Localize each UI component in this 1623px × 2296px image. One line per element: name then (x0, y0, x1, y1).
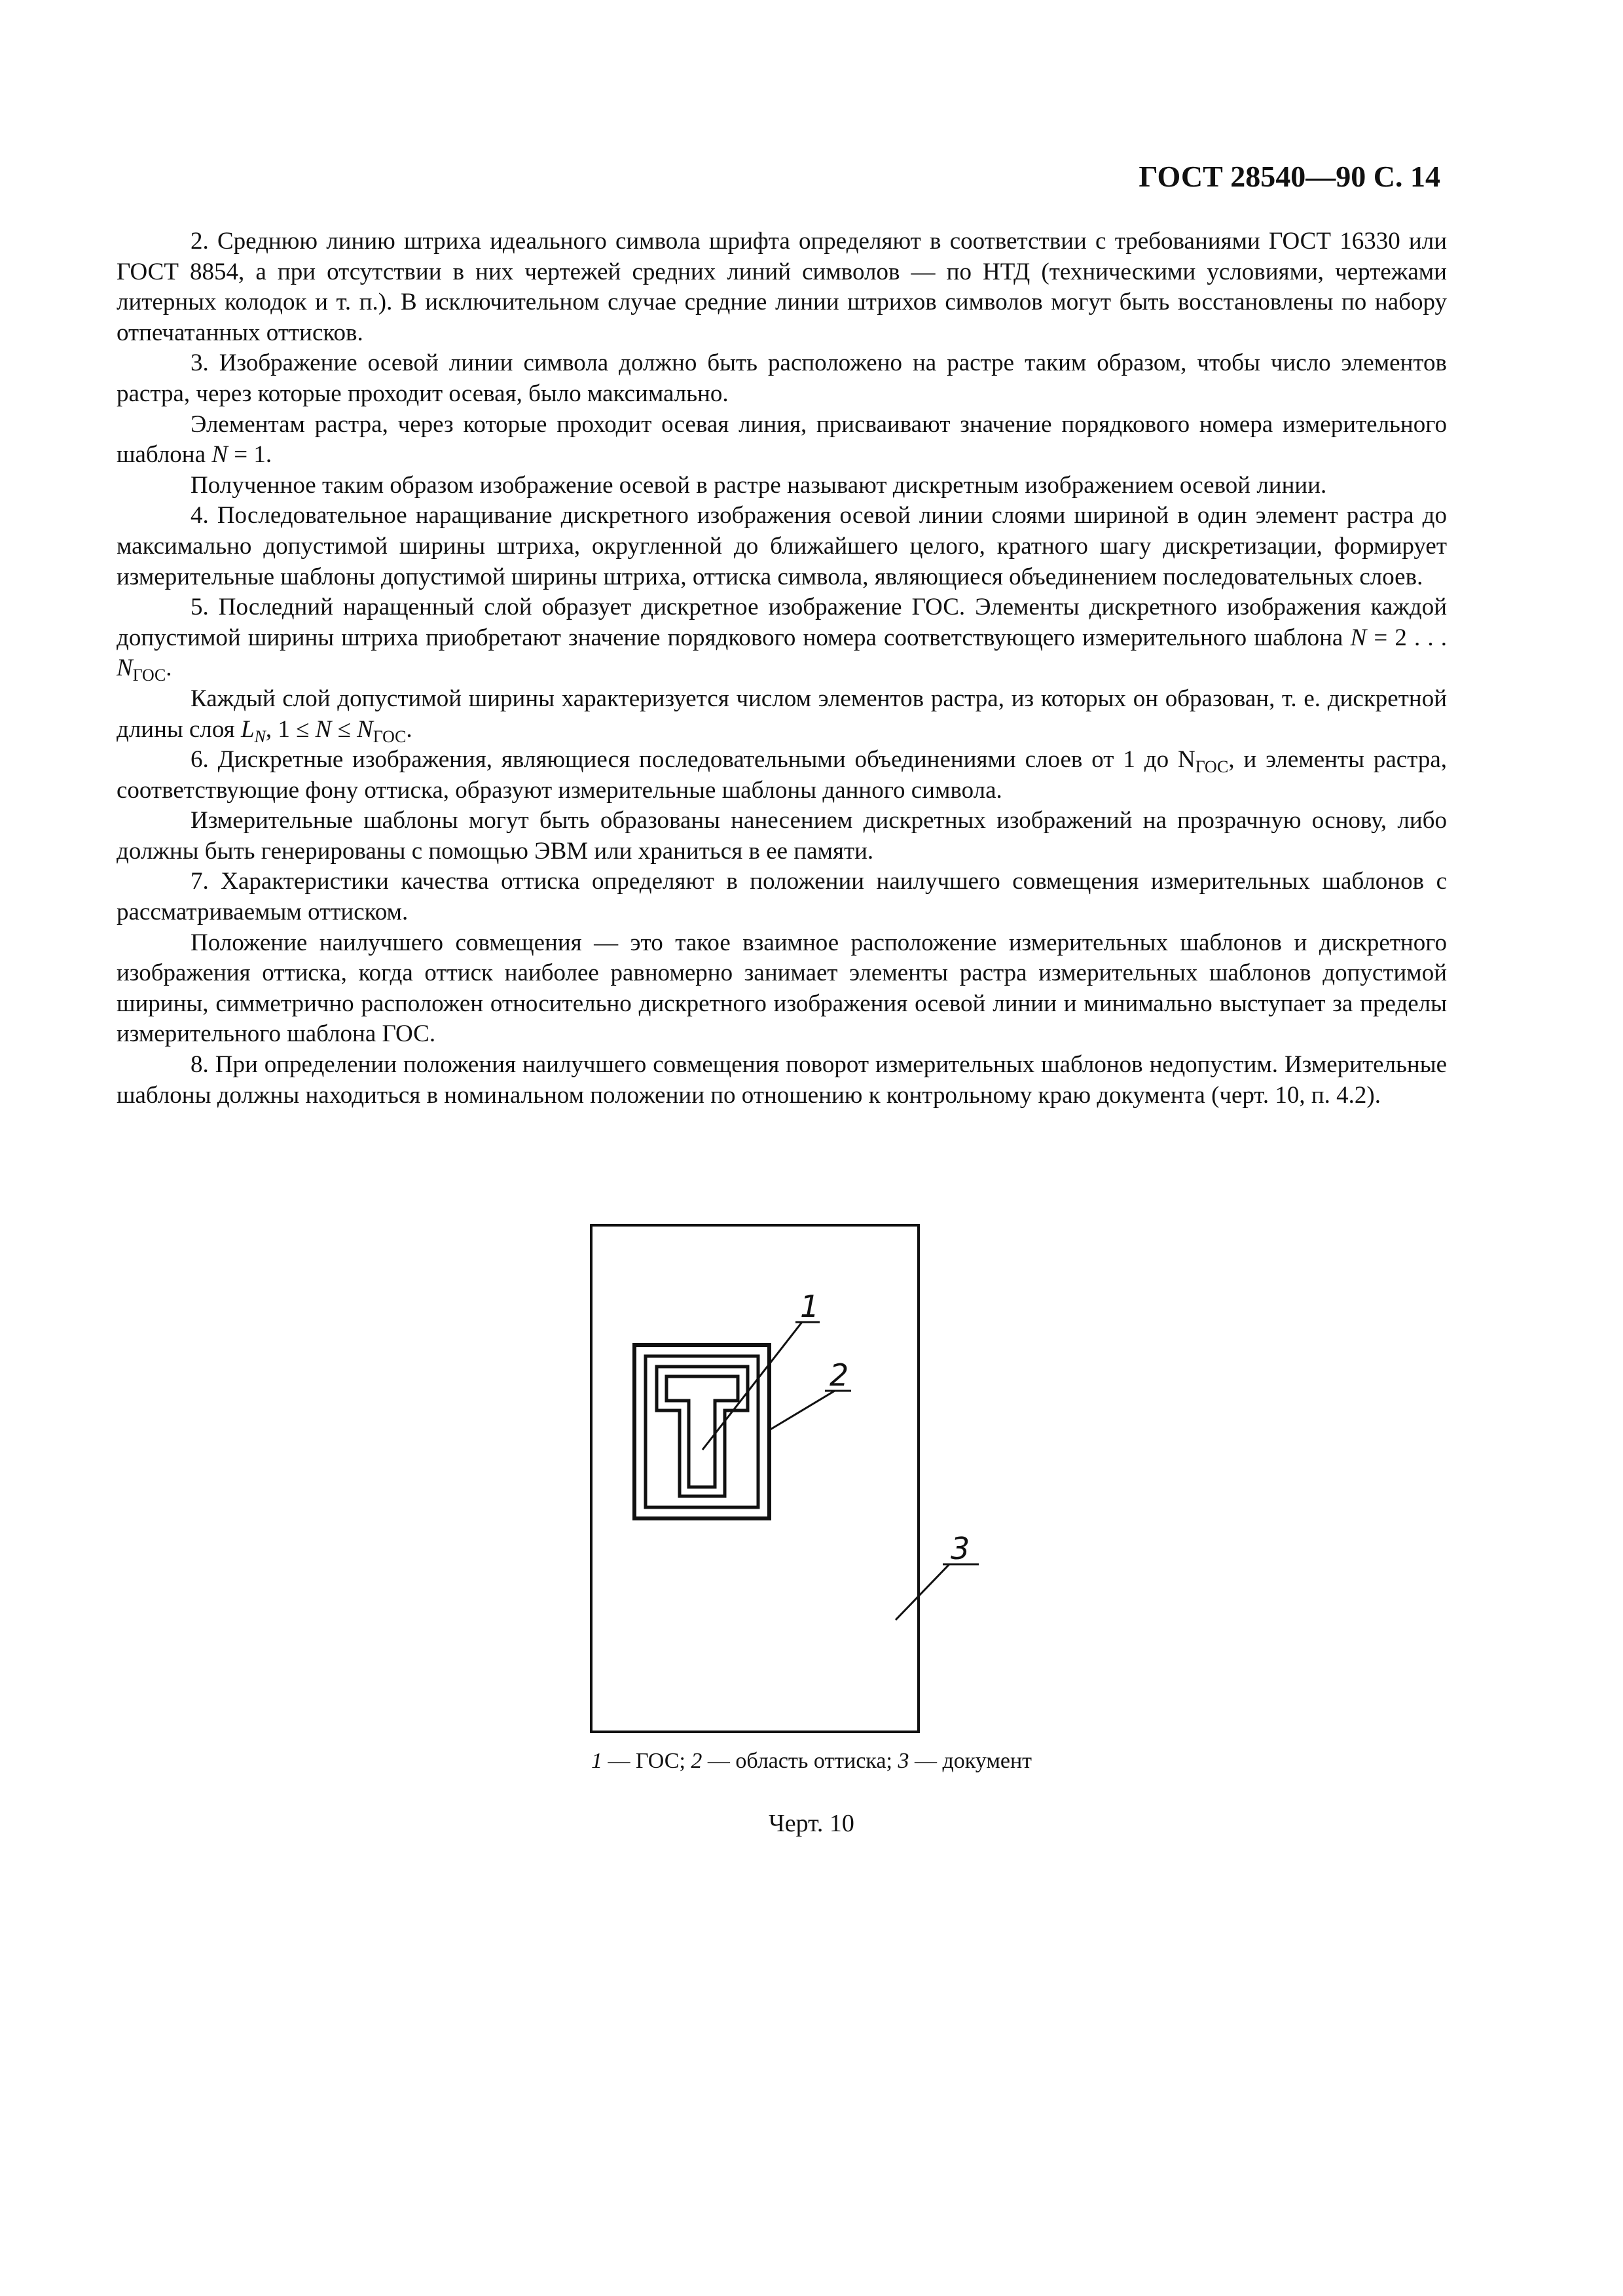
gos-t-symbol-inner (666, 1376, 738, 1487)
leader-line-3 (896, 1564, 949, 1620)
figure-label-1: 1 (800, 1289, 820, 1324)
paragraph-item-7: 7. Характеристики качества оттиска определяют в положении наилучшего совмещения измерительных шаблонов с рассматриваемым оттиском. (117, 868, 1447, 926)
var-n: N (1350, 624, 1367, 651)
leader-line-1 (702, 1322, 802, 1450)
subscript-gos: ГОС (1195, 757, 1229, 776)
var-n: N (357, 715, 373, 743)
paragraph-discrete-image: Полученное таким образом изображение осевой в растре называют дискретным изображением осевой линии. (191, 471, 1327, 499)
figure-legend: 1 — ГОС; 2 — область оттиска; 3 — документ (591, 1749, 1032, 1773)
document-body (117, 226, 1447, 1111)
figure-caption: Черт. 10 (769, 1810, 854, 1837)
leader-line-2 (769, 1391, 835, 1430)
subscript-gos: ГОС (373, 726, 407, 746)
paragraph-item-6: 6. Дискретные изображения, являющиеся последовательными объединениями слоев от 1 до $N_{ГОС}$, и элементы растра, соответствующие фону оттиска, образуют измерительные шаблоны данного символа. (117, 746, 1447, 804)
var-n: N (211, 441, 228, 469)
paragraph-layer-length: Каждый слой допустимой ширины характеризуется числом элементов растра, из которых он образован, т. е. дискретной длины слоя $L_N$, $1 \le N \le N_{ГОС}$. (117, 685, 1447, 746)
impression-area-inner (646, 1356, 758, 1507)
var-l: L (240, 715, 255, 743)
document-outline (591, 1225, 919, 1732)
page-header: ГОСТ 28540—90 С. 14 (1139, 160, 1440, 193)
paragraph-item-2: 2. Среднюю линию штриха идеального символа шрифта определяют в соответствии с требованиями ГОСТ 16330 или ГОСТ 8854, а при отсутствии в них чертежей средних линий символов — по НТД (техническими условиями, чертежами литерных колодок и т. п.). В исключительном случае средние линии штрихов символов могут быть восстановлены по набору отпечатанных оттисков. (117, 228, 1447, 346)
paragraph-item-3: 3. Изображение осевой линии символа должно быть расположено на растре таким образом, чтобы число элементов растра, через которые проходит осевая, было максимально. (117, 350, 1447, 407)
figure-label-2: 2 (830, 1357, 849, 1393)
paragraph-item-8: 8. При определении положения наилучшего совмещения поворот измерительных шаблонов недопустим. Измерительные шаблоны должны находиться в номинальном положении по отношению к контрольному краю документа (черт. 10, п. 4.2). (117, 1051, 1447, 1109)
paragraph-raster-elements: Элементам растра, через которые проходит осевая линия, присваивают значение порядкового номера измерительного шаблона N = 1. (117, 410, 1447, 469)
figure-label-3: 3 (951, 1531, 970, 1566)
var-n: N (117, 655, 133, 682)
paragraph-best-alignment: Положение наилучшего совмещения — это такое взаимное расположение измерительных шаблонов и дискретного изображения оттиска, когда оттиск наиболее равномерно занимает элементы растра измерительных шаблонов допустимой ширины, симметрично расположен относительно дискретного изображения осевой линии и минимально выступает за пределы измерительного шаблона ГОС. (117, 929, 1447, 1048)
paragraph-templates: Измерительные шаблоны могут быть образованы нанесением дискретных изображений на прозрачную основу, либо должны быть генерированы с помощью ЭВМ или храниться в ее памяти. (117, 807, 1447, 865)
gos-t-symbol-outer (657, 1367, 748, 1496)
paragraph-item-5: 5. Последний наращенный слой образует дискретное изображение ГОС. Элементы дискретного изображения каждой допустимой ширины штриха приобретают значение порядкового номера соответствующего измерительного шаблона N = 2 . . . $N_{ГОС}$. (117, 594, 1448, 685)
var-n: N (315, 715, 332, 743)
figure-drawing (517, 1211, 1074, 1761)
figure-svg (517, 1211, 1074, 1761)
paragraph-item-4: 4. Последовательное наращивание дискретного изображения осевой линии слоями шириной в один элемент растра до максимально допустимой ширины штриха, округленной до ближайшего целого, кратного шагу дискретизации, формирует измерительные шаблоны допустимой ширины штриха, оттиска символа, являющиеся объединением последовательных слоев. (117, 502, 1447, 590)
subscript-gos: ГОС (132, 666, 166, 685)
subscript-n: N (254, 726, 266, 746)
